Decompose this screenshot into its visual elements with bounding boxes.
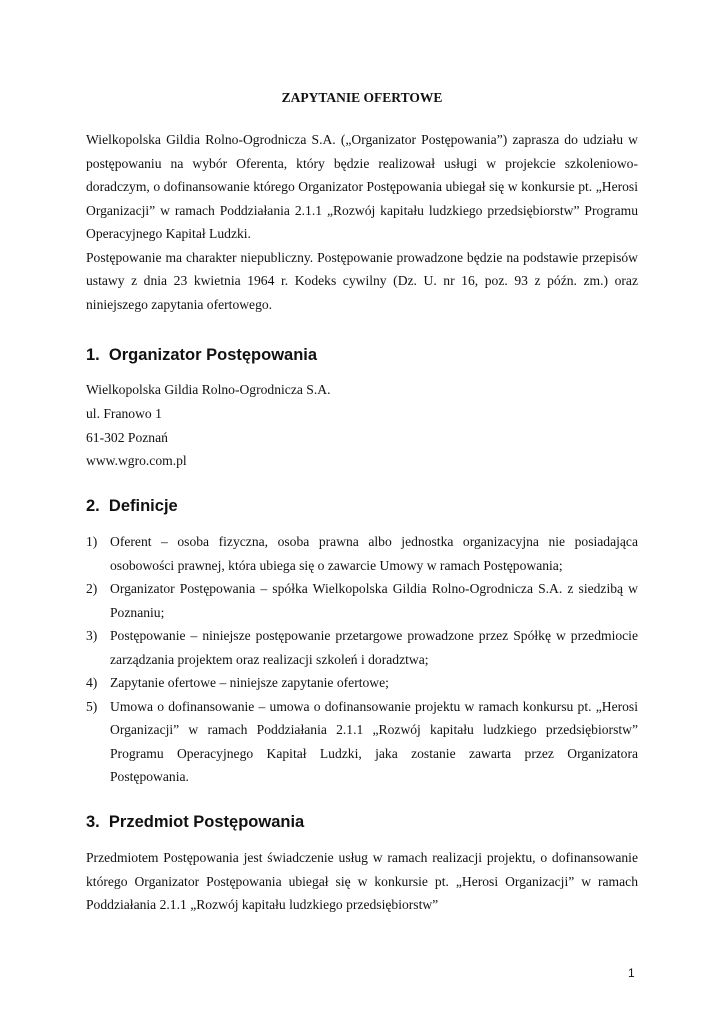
list-item bbox=[86, 695, 638, 789]
document-title: ZAPYTANIE OFERTOWE bbox=[281, 90, 443, 105]
list-item bbox=[86, 624, 638, 671]
subject-paragraph: Przedmiotem Postępowania jest świadczenie usług w ramach realizacji projektu, o dofinansowanie którego Organizator Postępowania ubiegał się w konkursie pt. „Herosi Organizacji” w ramach Poddziałania 2.1.1 „Rozwój kapitału ludzkiego przedsiębiorstw” bbox=[86, 850, 638, 912]
intro-paragraph-1: Wielkopolska Gildia Rolno-Ogrodnicza S.A. („Organizator Postępowania”) zaprasza do udziału w postępowaniu na wybór Oferenta, który będzie realizował usługi w projekcie szkoleniowo-doradczym, o dofinansowanie którego Organizator Postępowania ubiegał się w konkursie pt. „Herosi Organizacji” w ramach Poddziałania 2.1.1 „Rozwój kapitału ludzkiego przedsiębiorstw” Programu Operacyjnego Kapitał Ludzki. bbox=[86, 132, 638, 241]
list-item bbox=[86, 671, 638, 695]
list-item-text: Zapytanie ofertowe – niniejsze zapytanie ofertowe; bbox=[110, 675, 389, 690]
intro-section bbox=[86, 128, 638, 316]
intro-paragraph-2: Postępowanie ma charakter niepubliczny. Postępowanie prowadzone będzie na podstawie przepisów ustawy z dnia 23 kwietnia 1964 r. Kodeks cywilny (Dz. U. nr 16, poz. 93 z późn. zm.) oraz niniejszego zapytania ofertowego. bbox=[86, 249, 638, 312]
organizer-name: Wielkopolska Gildia Rolno-Ogrodnicza S.A. bbox=[86, 382, 331, 397]
list-item bbox=[86, 577, 638, 624]
definitions-list bbox=[86, 530, 638, 789]
section-2-heading: 2. Definicje bbox=[86, 497, 178, 515]
list-item-number: 1) bbox=[86, 534, 98, 549]
page-number: 1 bbox=[628, 966, 635, 980]
list-item-text: Umowa o dofinansowanie – umowa o dofinansowanie projektu w ramach konkursu pt. „Herosi Organizacji” w ramach Poddziałania 2.1.1 „Rozwój kapitału ludzkiego przedsiębiorstw” Programu Operacyjnego Kapitał Ludzki, jaka zostanie zawarta przez Organizatora Postępowania. bbox=[110, 698, 638, 784]
list-item-text: Postępowanie – niniejsze postępowanie przetargowe prowadzone przez Spółkę w przedmiocie zarządzania projektem oraz realizacji szkoleń i doradztwa; bbox=[110, 628, 638, 667]
list-item-number: 3) bbox=[86, 628, 98, 643]
organizer-city: 61-302 Poznań bbox=[86, 429, 168, 445]
section-1-heading: 1. Organizator Postępowania bbox=[86, 346, 318, 364]
organizer-website: www.wgro.com.pl bbox=[86, 453, 187, 469]
list-item-number: 2) bbox=[86, 581, 98, 596]
organizer-street: ul. Franowo 1 bbox=[86, 405, 162, 421]
organizer-address bbox=[86, 378, 638, 473]
list-item-text: Organizator Postępowania – spółka Wielkopolska Gildia Rolno-Ogrodnicza S.A. z siedzibą w Poznaniu; bbox=[110, 581, 638, 620]
list-item bbox=[86, 530, 638, 577]
list-item-number: 5) bbox=[86, 698, 98, 714]
list-item-number: 4) bbox=[86, 675, 98, 690]
subject-section bbox=[86, 846, 638, 917]
section-3-heading: 3. Przedmiot Postępowania bbox=[86, 813, 305, 831]
list-item-text: Oferent – osoba fizyczna, osoba prawna albo jednostka organizacyjna nie posiadająca osobowości prawnej, która ubiega się o zawarcie Umowy w ramach Postępowania; bbox=[110, 534, 638, 573]
